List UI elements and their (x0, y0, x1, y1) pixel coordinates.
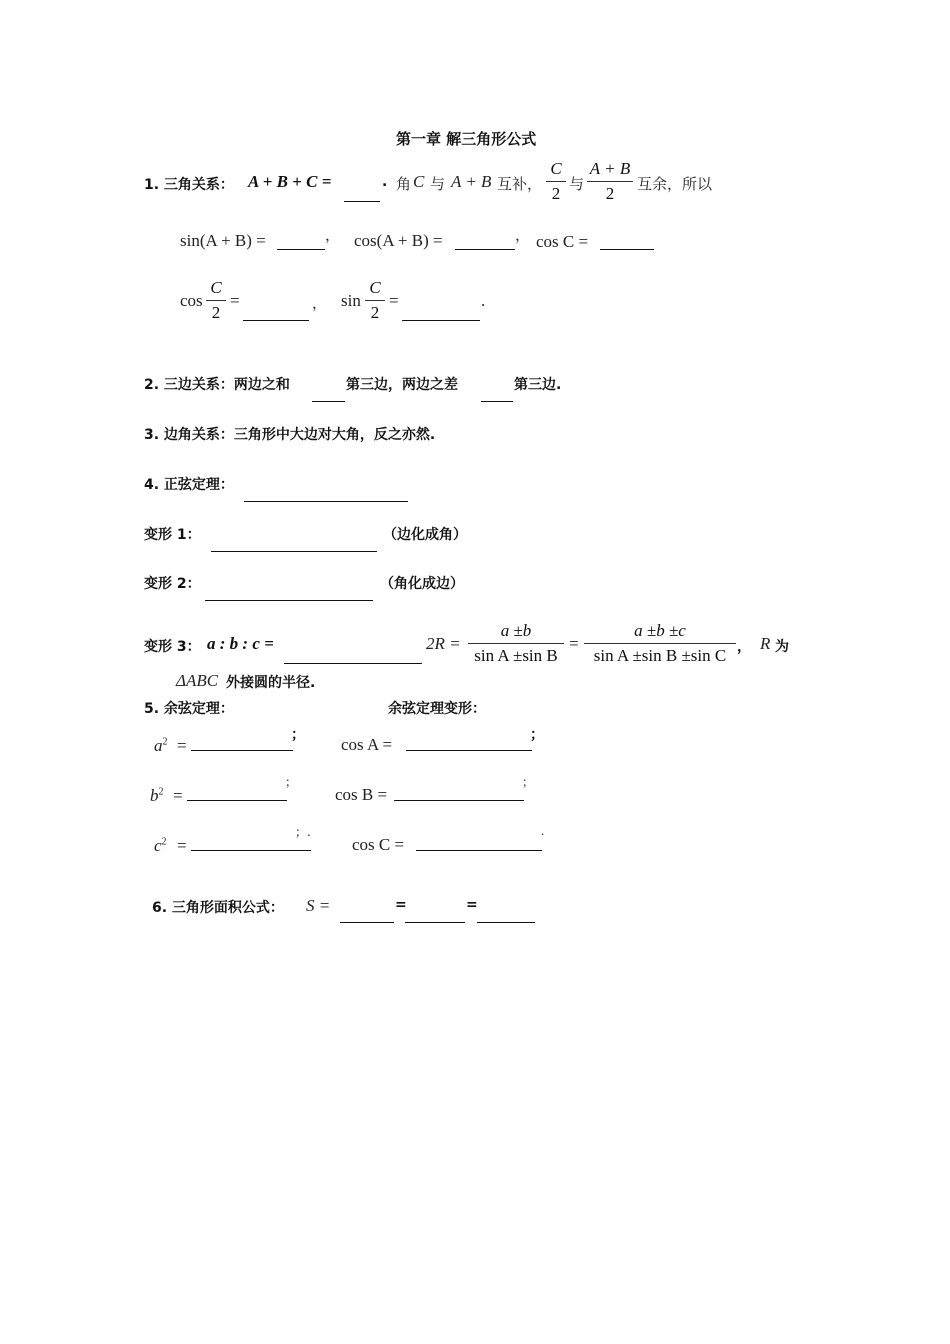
law-of-sines-blank[interactable] (244, 488, 408, 506)
comma: ， (737, 639, 751, 655)
fraction-sum-three (584, 620, 736, 667)
semicolon-period: ；. (295, 825, 311, 839)
area-s: S = (306, 896, 331, 915)
c-letter: c (154, 836, 162, 855)
equals: = (395, 897, 407, 913)
fraction-bar (587, 181, 633, 182)
a-squared-blank[interactable] (191, 737, 293, 755)
angle-sum-expression: A + B + C = (248, 172, 332, 191)
comma: ， (325, 226, 341, 244)
fraction-c-over-2 (365, 277, 385, 324)
cos-c: cos C = (536, 232, 589, 251)
section-2-part-b: 第三边，两边之差 (346, 377, 458, 393)
and-word: 与 (430, 175, 446, 193)
cos-a-plus-b: cos(A + B) = (354, 231, 443, 250)
section-2-part-a: 2. 三边关系：两边之和 (144, 377, 290, 393)
sin-a-plus-b-blank[interactable] (277, 236, 325, 254)
exponent: 2 (161, 836, 167, 848)
equals: = (177, 836, 187, 855)
semicolon: ； (291, 727, 305, 743)
fraction-denominator: 2 (551, 184, 561, 203)
b-squared (150, 786, 164, 806)
exponent: 2 (162, 736, 168, 748)
equals: = (569, 634, 579, 653)
section-5-heading: 5. 余弦定理： (144, 701, 234, 717)
fraction-numerator: C (369, 278, 381, 297)
fraction-numerator: C (210, 278, 222, 297)
fraction-numerator: a ±b (500, 621, 532, 640)
fraction-bar (206, 300, 226, 301)
fraction-denominator: 2 (605, 184, 615, 203)
c-squared (154, 836, 167, 856)
fraction-denominator: 2 (211, 303, 221, 322)
circumradius-text: 外接圆的半径. (226, 675, 316, 691)
variant-1-blank[interactable] (211, 538, 377, 556)
page-title: 第一章 解三角形公式 (396, 130, 537, 148)
angle-sum-period: . (382, 174, 388, 190)
fraction-denominator: sin A ±sin B ±sin C (593, 646, 727, 665)
two-r: 2R = (426, 634, 461, 653)
semicolon: ； (530, 727, 544, 743)
variant-2-blank[interactable] (205, 587, 373, 605)
variant-3-label: 变形 3： (144, 639, 201, 655)
area-blank-2[interactable] (405, 909, 465, 927)
fraction-sum-two (468, 620, 564, 667)
triangle-abc: ΔABC (176, 671, 219, 690)
comma: ， (312, 294, 328, 312)
exponent: 2 (158, 786, 164, 798)
section-1-heading: 1. 三角关系： (144, 177, 234, 193)
a-letter: a (154, 736, 163, 755)
fraction-c-over-2 (206, 277, 226, 324)
equals: = (177, 736, 187, 755)
sin-half-c-blank[interactable] (402, 307, 480, 325)
complementary-text: 互余，所以 (637, 175, 713, 193)
fraction-denominator: 2 (370, 303, 380, 322)
equals: = (173, 786, 183, 805)
wei-word: 为 (775, 639, 789, 655)
cos-half-c: cos (180, 291, 203, 310)
section-3-text: 3. 边角关系：三角形中大边对大角，反之亦然. (144, 427, 436, 443)
angle-sum-blank[interactable] (344, 188, 380, 206)
b-letter: b (150, 786, 159, 805)
angle-a-plus-b: A + B (451, 172, 492, 191)
period: . (541, 823, 545, 838)
variant-2-note: （角化成边） (380, 576, 464, 592)
angle-word: 角 (396, 175, 412, 193)
semicolon: ； (522, 775, 535, 789)
cos-a: cos A = (341, 735, 393, 754)
fraction-numerator: C (550, 159, 562, 178)
b-squared-blank[interactable] (187, 787, 287, 805)
fraction-c-over-2 (546, 158, 566, 205)
cos-b: cos B = (335, 785, 388, 804)
supplementary-text: 互补， (497, 175, 543, 193)
ratio-blank[interactable] (284, 650, 422, 668)
semicolon: ； (285, 775, 298, 789)
fraction-numerator: A + B (589, 159, 631, 178)
area-blank-1[interactable] (340, 909, 394, 927)
cos-a-blank[interactable] (406, 737, 532, 755)
variant-1-note: （边化成角） (383, 527, 467, 543)
cos-half-c-blank[interactable] (243, 307, 309, 325)
difference-blank[interactable] (481, 388, 513, 406)
c-squared-blank[interactable] (191, 837, 311, 855)
variant-2-label: 变形 2： (144, 576, 201, 592)
angle-c: C (413, 172, 425, 191)
equals: = (230, 291, 240, 310)
equals: = (389, 291, 399, 310)
fraction-denominator: sin A ±sin B (474, 646, 558, 665)
a-squared (154, 736, 168, 756)
sin-a-plus-b: sin(A + B) = (180, 231, 266, 250)
cos-b-blank[interactable] (394, 787, 524, 805)
cos-a-plus-b-blank[interactable] (455, 236, 515, 254)
period: . (481, 291, 486, 310)
sum-blank[interactable] (312, 388, 345, 406)
fraction-bar (365, 300, 385, 301)
comma: ， (515, 226, 531, 244)
ratio-expression: a : b : c = (207, 634, 274, 653)
fraction-bar (468, 643, 564, 644)
sin-half-c: sin (341, 291, 361, 310)
section-4-heading: 4. 正弦定理： (144, 477, 234, 493)
radius-r: R (760, 634, 771, 653)
section-2-part-c: 第三边. (514, 377, 562, 393)
and-word-2: 与 (569, 175, 585, 193)
fraction-bar (546, 181, 566, 182)
cos-c-variant: cos C = (352, 835, 405, 854)
area-blank-3[interactable] (477, 909, 535, 927)
section-5-variant-heading: 余弦定理变形： (388, 701, 486, 717)
cos-c-variant-blank[interactable] (416, 837, 542, 855)
section-6-heading: 6. 三角形面积公式： (152, 900, 284, 916)
fraction-numerator: a ±b ±c (634, 621, 686, 640)
equals: = (466, 897, 478, 913)
fraction-a-plus-b-over-2 (587, 158, 633, 205)
variant-1-label: 变形 1： (144, 527, 201, 543)
cos-c-blank[interactable] (600, 236, 654, 254)
fraction-bar (584, 643, 736, 644)
